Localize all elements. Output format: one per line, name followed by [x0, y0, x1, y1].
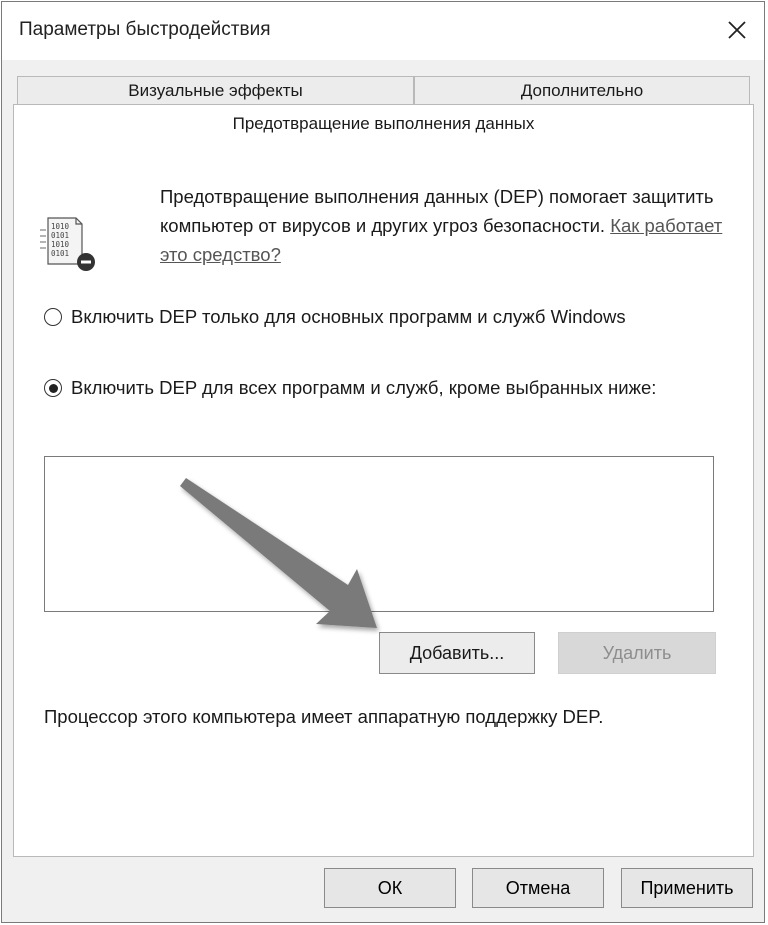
- dep-description: [160, 182, 730, 269]
- tab-label: Визуальные эффекты: [128, 80, 303, 100]
- cancel-button[interactable]: Отмена: [472, 868, 604, 908]
- tab-label: Дополнительно: [520, 80, 644, 100]
- dep-description-text: Предотвращение выполнения данных (DEP) помогает защитить компьютер от вирусов и других угроз безопасности.: [160, 186, 714, 236]
- excluded-programs-list[interactable]: [44, 456, 714, 612]
- ok-button[interactable]: ОК: [324, 868, 456, 908]
- performance-options-window: [1, 1, 765, 923]
- dep-binary-icon: [38, 210, 110, 274]
- radio-essential-only[interactable]: [44, 302, 671, 331]
- tab-data-execution-prevention[interactable]: [13, 104, 754, 142]
- radio-label-essential: Включить DEP только для основных программ и служб Windows: [71, 306, 626, 327]
- window-title: Параметры быстродействия: [19, 19, 271, 40]
- dep-tab-panel: [13, 141, 754, 857]
- svg-text:1010: 1010: [51, 222, 70, 231]
- svg-text:1010: 1010: [51, 240, 70, 249]
- svg-text:0101: 0101: [51, 231, 70, 240]
- how-it-works-link[interactable]: Как работает это средство?: [160, 215, 723, 265]
- apply-button[interactable]: Применить: [621, 868, 753, 908]
- radio-all-except-selected[interactable]: [44, 373, 721, 402]
- tab-label: Предотвращение выполнения данных: [232, 113, 535, 133]
- close-icon: [727, 20, 747, 40]
- tab-visual-effects[interactable]: [17, 76, 414, 104]
- remove-button: Удалить: [558, 632, 716, 674]
- radio-button-all-except[interactable]: [44, 379, 62, 397]
- close-button[interactable]: [714, 8, 760, 52]
- radio-label-all-except: Включить DEP для всех программ и служб, кроме выбранных ниже:: [71, 377, 657, 398]
- hardware-support-text: Процессор этого компьютера имеет аппаратную поддержку DEP.: [44, 706, 604, 727]
- radio-button-essential[interactable]: [44, 308, 62, 326]
- svg-text:0101: 0101: [51, 249, 70, 258]
- add-button[interactable]: Добавить...: [379, 632, 535, 674]
- title-bar: [2, 2, 764, 60]
- tab-advanced[interactable]: [414, 76, 750, 104]
